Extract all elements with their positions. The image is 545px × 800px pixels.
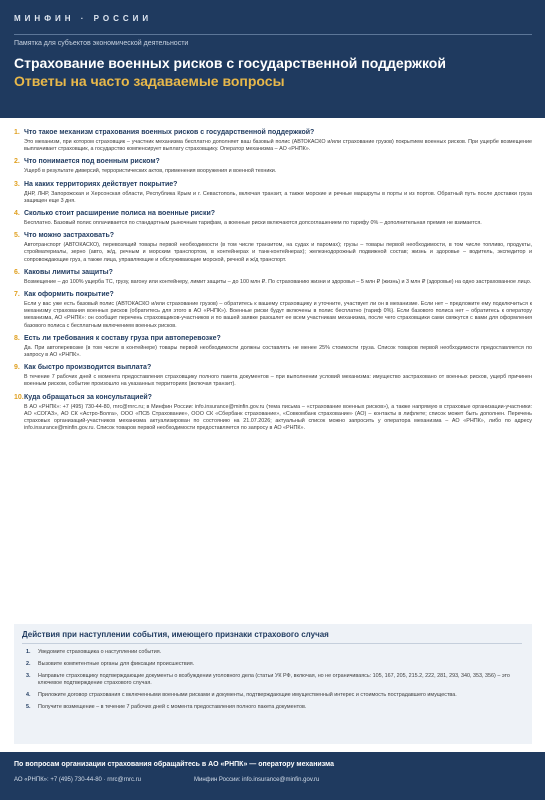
faq-list [14,128,532,436]
faq-question: 7. Как оформить покрытие? [14,291,114,299]
footer-contact-rnpk: АО «РНПК»: +7 (495) 730-44-80 · rnrc@rnrc.ru [14,777,141,783]
faq-answer: В течение 7 рабочих дней с момента предоставления страховщику полного пакета документов – при выполнении условий механизма: имущество застраховано от военных рисков, ущерб причинен военным риском, событие произошло на указанных территориях (включая транзит). [24,374,532,388]
faq-question: 8. Есть ли требования к составу груза при автоперевозке? [14,334,221,342]
page-title-secondary: Ответы на часто задаваемые вопросы [14,73,285,89]
header-banner [0,0,545,118]
faq-question: 10.Куда обращаться за консультацией? [14,393,152,401]
faq-answer: Это механизм, при котором страховщик – участник механизма бесплатно дополняет ваш базовый полис (АВТОКАСКО и/или страхование грузов) покрытием военных рисков. При ущербе возмещение выплачивает страховщик, а государство компенсирует выплату страховщику. Оператор механизма – АО «РНПК». [24,139,532,153]
actions-list [22,649,522,716]
actions-panel [14,624,532,744]
actions-title: Действия при наступлении события, имеющего признаки страхового случая [22,630,329,639]
faq-answer: Ущерб в результате диверсий, террористических актов, применения вооружения и военной техники. [24,168,277,175]
header-subtitle: Памятка для субъектов экономической деятельности [14,40,189,47]
faq-item [14,231,532,264]
action-step: 3. Направьте страховщику подтверждающие документы о возбуждении уголовного дела (статьи УК РФ, включая, но не ограничиваясь: 105, 167, 205, 215.2, 222, 281, 293, 340, 353, 356) – это ключевое подтверждение страхового случая. [26,673,510,686]
faq-answer: ДНР, ЛНР, Запорожская и Херсонская области, Республика Крым и г. Севастополь, включая транзит, а также морские и речные маршруты в порты и из портов. Обратный путь после доставки груза защищен еще 3 дня. [24,190,532,204]
faq-question: 3. На каких территориях действует покрытие? [14,180,178,188]
faq-item [14,393,532,433]
faq-answer: Возмещение – до 100% ущерба ТС, грузу, вагону или контейнеру, лимит защиты – до 100 млн ₽. По страхованию жизни и здоровья – 5 млн ₽ (жизнь) и 3 млн ₽ (здоровье) на одно застрахованное лицо. [24,278,532,285]
faq-item [14,290,532,330]
faq-item [14,334,532,359]
footer-title: По вопросам организации страхования обращайтесь в АО «РНПК» — оператору механизма [14,761,335,768]
faq-item [14,180,532,205]
faq-item [14,128,532,153]
faq-item [14,209,532,227]
ministry-brand: МИНФИН · РОССИИ [14,14,153,23]
faq-answer: Да. При автоперевозке (в том числе в контейнере) товары первой необходимости должны составлять не менее 25% стоимости груза. Список товаров первой необходимости предоставляется по запросу в АО «РНПК». [24,344,532,359]
faq-question: 2. Что понимается под военным риском? [14,158,160,166]
faq-question: 9. Как быстро производится выплата? [14,364,152,372]
faq-question: 4. Сколько стоит расширение полиса на военные риски? [14,210,216,218]
faq-answer: Если у вас уже есть базовый полис (АВТОКАСКО и/или страхование грузов) – обратитесь к вашему страховщику и уточните, участвует ли он в механизме. Если нет – предложите ему подключиться к механизму страхования военных рисков (обратитесь для этого в АО «РНПК»). Военные риски будут включены в полис бесплатно (тариф 0%). Если базового полиса нет – обратитесь к оператору механизма, АО «РНПК»: он сообщит перечень страховщиков-участников и по вашей заявке разошлет ее всем участникам механизма, после чего страховщики сами свяжутся с вами для оформления базового полиса с бесплатным включением военных рисков. [24,301,532,329]
footer-banner [0,752,545,800]
action-step: 4. Приложите договор страхования с включенными военными рисками и документы, подтверждающие имущественный интерес и стоимость пострадавшего имущества. [26,692,457,698]
faq-answer: Автотранспорт (АВТОКАСКО), перевозящий товары первой необходимости (в том числе транзитом, на судах и паромах); грузы – товары первой необходимости, в том числе топливо, продукты, стройматериалы, зерно (авто, ж/д, речным и морским транспортом, в контейнерах и танк-контейнерах); железнодорожный подвижной состав; жизнь и здоровье – водитель, экспедитор и сопровождающие груз, а также лица, управляющие и обслуживающие морской, речной и ж/д транспорт. [24,242,532,263]
action-step: 2. Вызовите компетентные органы для фиксации происшествия. [26,661,195,667]
header-divider [14,34,532,35]
action-step: 1. Уведомите страховщика о наступлении события. [26,649,162,655]
page-title: Страхование военных рисков с государственной поддержкой [14,55,446,71]
faq-item [14,268,532,286]
faq-answer: Бесплатно. Базовый полис оплачивается по стандартным рыночным тарифам, а военные риски включаются допсоглашением по тарифу 0% – дополнительная премия не взимается. [24,220,482,227]
action-step: 5. Получите возмещение – в течение 7 рабочих дней с момента предоставления полного пакета документов. [26,704,307,710]
faq-question: 5. Что можно застраховать? [14,232,115,240]
faq-item [14,363,532,388]
actions-divider [22,643,522,644]
faq-question: 6. Каковы лимиты защиты? [14,268,113,276]
faq-question: 1. Что такое механизм страхования военных рисков с государственной поддержкой? [14,129,315,136]
faq-answer: В АО «РНПК»: +7 (495) 730-44-80, rnrc@rnrc.ru; в Минфин России: info.insurance@minfin.gov.ru (тема письма – «страхование военных рисков»), а также напрямую в страховые организации-участники: АО «СОГАЗ», АО СК «Астро-Волга», ООО «ПСБ Страхование», ООО СК «Сбербанк страхование», «Совкомбанк страхование» (АО) – контакты в лифлете; список может быть дополнен. Перечень страховых организаций-участников механизма актуализирован по состоянию на 21.07.2026; актуальный список можно запросить у оператора механизма – АО «РНПК», либо по адресу info.insurance@minfin.gov.ru. Список товаров первой необходимости предоставляется по запросу в АО «РНПК». [24,403,532,432]
footer-contact-minfin: Минфин России: info.insurance@minfin.gov.ru [194,777,320,783]
faq-item [14,157,532,175]
